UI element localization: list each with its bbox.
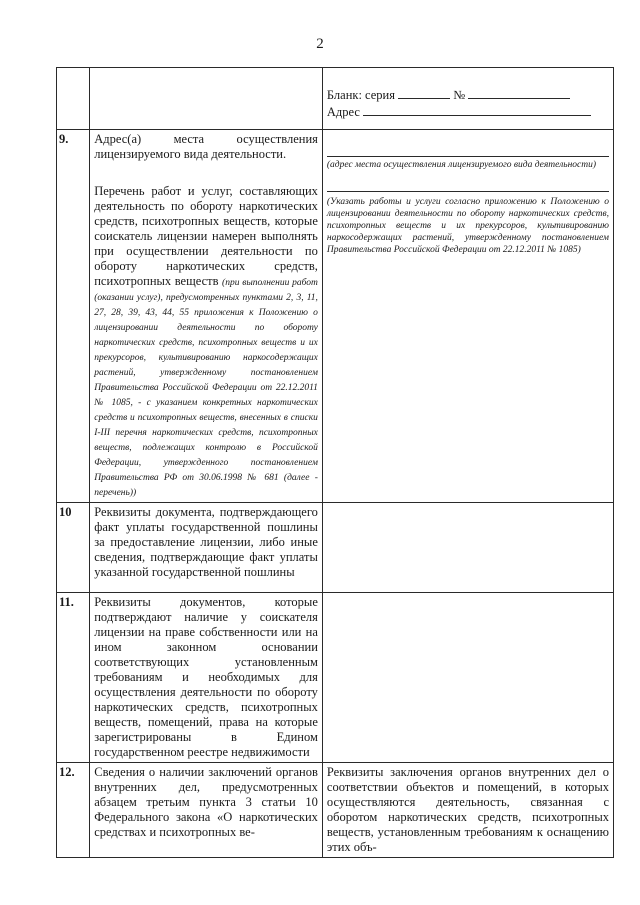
row-12 <box>57 763 614 858</box>
header-label-cell <box>90 68 323 130</box>
row-9-address-field[interactable] <box>327 156 609 157</box>
blank-number-field[interactable] <box>468 86 570 99</box>
row-9-works-field[interactable] <box>327 191 609 192</box>
blank-series-line <box>327 86 609 103</box>
application-form-table <box>56 67 614 858</box>
row-9-value-cell <box>322 130 613 503</box>
row-10-value-field[interactable] <box>322 503 613 593</box>
row-9-works-hint: (Указать работы и услуги согласно приложению к Положению о лицензировании деятельности по обороту наркотических средств, психотропных веществ и их прекурсоров, культивированию наркосодержащих растений, утвержденному постановлением Правительства Российской Федерации от 22.12.2011 № 1085) <box>326 197 609 255</box>
row-10-num: 10 <box>57 503 90 593</box>
address-label: Адрес <box>326 105 360 119</box>
row-11-value-field[interactable] <box>322 593 613 763</box>
blank-series-field[interactable] <box>398 86 450 99</box>
row-12-value: Реквизиты заключения органов внутренних дел о соответствии объектов и помещений, в которых осуществляются деятельность, связанная с оборотом наркотических средств, психотропных веществ, установленным требованиям к оснащению этих объ- <box>322 763 613 858</box>
address-field[interactable] <box>363 103 591 116</box>
page-number: 2 <box>316 36 324 52</box>
row-9-works-list-label <box>94 184 318 499</box>
blank-series-label: Бланк: серия <box>326 88 395 102</box>
row-9-label-cell <box>90 130 323 503</box>
row-11-num: 11. <box>57 593 90 763</box>
row-12-num: 12. <box>57 763 90 858</box>
row-10-label: Реквизиты документа, подтверждающего факт уплаты государственной пошлины за предоставление лицензии, либо иные сведения, подтверждающие факт уплаты указанной государственной пошлины <box>90 503 323 593</box>
row-9-address-label: Адрес(а) места осуществления лицензируемого вида деятельности. <box>94 132 318 161</box>
row-9-works-list-text: Перечень работ и услуг, составляющих деятельность по обороту наркотических средств, психотропных веществ, которые соискатель лицензии намерен выполнять при осуществлении деятельности по обороту наркотических средств, психотропных веществ <box>94 184 318 288</box>
row-9 <box>57 130 614 503</box>
row-11-label: Реквизиты документов, которые подтверждают наличие у соискателя лицензии на праве собственности или на ином законном основании соответствующих установленным требованиям и необходимых для осуществления деятельности по обороту наркотических средств, психотропных веществ, помещений, права на которые зарегистрированы в Едином государственном реестре недвижимости <box>90 593 323 763</box>
row-9-address-hint: (адрес места осуществления лицензируемого вида деятельности) <box>326 160 597 170</box>
row-9-num: 9. <box>57 130 90 503</box>
address-line <box>327 103 609 120</box>
row-11 <box>57 593 614 763</box>
header-num-cell <box>57 68 90 130</box>
header-value-cell <box>322 68 613 130</box>
row-12-label: Сведения о наличии заключений органов внутренних дел, предусмотренных абзацем третьим пункта 3 статьи 10 Федерального закона «О наркотических средствах и психотропных ве- <box>90 763 323 858</box>
blank-number-label: № <box>453 88 466 102</box>
row-10 <box>57 503 614 593</box>
header-row <box>57 68 614 130</box>
row-9-works-list-note: (при выполнении работ (оказании услуг), предусмотренных пунктами 2, 3, 11, 27, 28, 39, 43, 44, 55 приложения к Положению о лицензировании деятельности по обороту наркотических средств, психотропных веществ и их прекурсоров, культивированию наркосодержащих растений, утвержденному постановлением Правительства Российской Федерации от 22.12.2011 № 1085, - с указанием конкретных наркотических средств и психотропных веществ, внесенных в списки I-III перечня наркотических средств, психотропных веществ, подлежащих контролю в Российской Федерации, утвержденного постановлением Правительства РФ от 30.06.1998 № 681 (далее - перечень)) <box>94 278 318 498</box>
